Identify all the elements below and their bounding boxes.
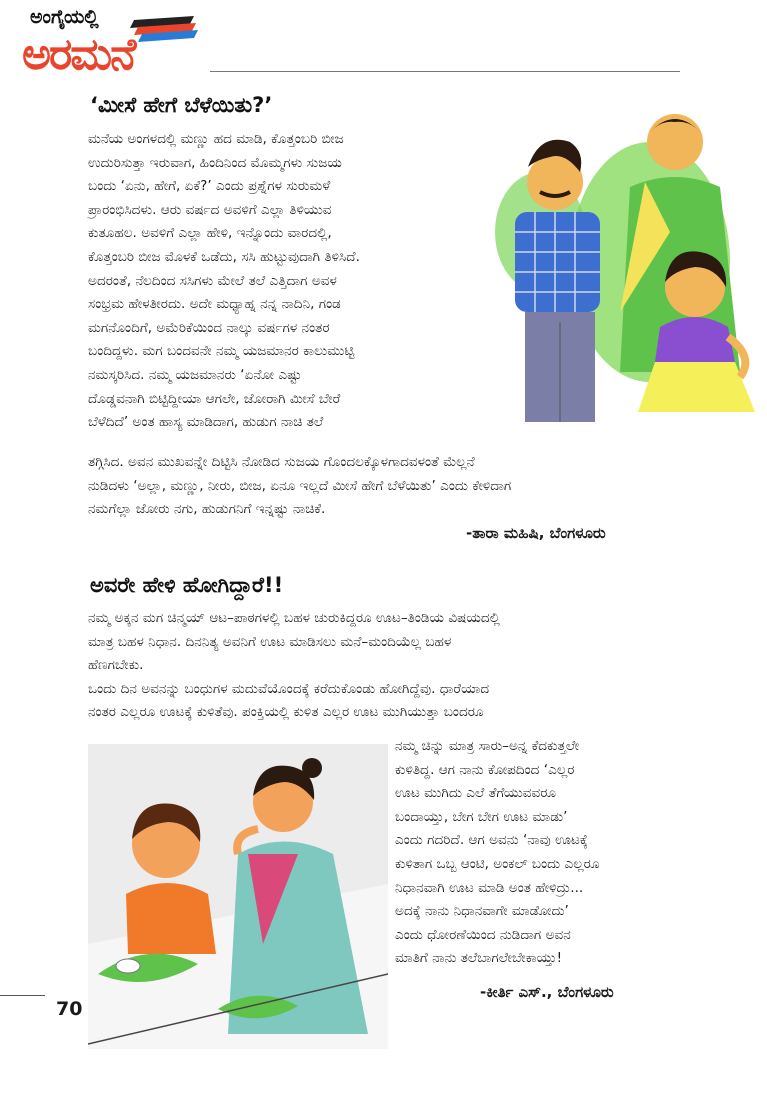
story1-line: ಪ್ರಾರಂಭಿಸಿದಳು. ಆರು ವರ್ಷದ ಅವಳಿಗೆ ಎಲ್ಲಾ ತಿಳಿಯುವ — [88, 201, 332, 218]
story2-line: ಒಂದು ದಿನ ಅವನನ್ನು ಬಂಧುಗಳ ಮದುವೆಯೊಂದಕ್ಕೆ ಕರೆದುಕೊಂಡು ಹೋಗಿದ್ದೆವು. ಧಾರೆಯಾದ — [88, 680, 490, 697]
story1-line: ಸಂಭ್ರಮ ಹೇಳತೀರದು. ಅದೇ ಮಧ್ಯಾಹ್ನ ನನ್ನ ನಾದಿನಿ, ಗಂಡ — [88, 296, 341, 313]
story1-body-wrapped — [88, 128, 488, 435]
story1-line: ಮಗನೊಂದಿಗೆ, ಅಮೆರಿಕೆಯಿಂದ ನಾಲ್ಕು ವರ್ಷಗಳ ನಂತರ — [88, 319, 330, 336]
story2-line: ಕುಳಿತಿದ್ದ. ಆಗ ನಾನು ಕೋಪದಿಂದ ‘ಎಲ್ಲರ — [395, 761, 575, 778]
page-number: 70 — [56, 998, 83, 1020]
logo-swoosh — [128, 14, 200, 48]
header-rule — [210, 71, 680, 72]
story2-line: ಹೆಣಗಬೇಕು. — [88, 657, 144, 674]
story1-line: ಅದರಂತೆ, ನೆಲದಿಂದ ಸಸಿಗಳು ಮೇಲೆ ತಲೆ ಎತ್ತಿದಾಗ ಅವಳ — [88, 272, 337, 289]
story2-line: ನಂತರ ಎಲ್ಲರೂ ಊಟಕ್ಕೆ ಕುಳಿತೆವು. ಪಂಕ್ತಿಯಲ್ಲಿ ಕುಳಿತ ಎಲ್ಲರ ಊಟ ಮುಗಿಯುತ್ತಾ ಬಂದರೂ — [88, 704, 484, 721]
story1-line: ನುಡಿದಳು ‘ಅಲ್ಲಾ, ಮಣ್ಣು, ನೀರು, ಬೀಜ, ಏನೂ ಇಲ್ಲದೆ ಮೀಸೆ ಹೇಗೆ ಬೆಳೆಯಿತು’ ಎಂದು ಕೇಳಿದಾಗ — [88, 477, 512, 494]
section-kicker: ಅಂಗೈಯಲ್ಲಿ — [30, 6, 99, 28]
magazine-logo: ಅರಮನೆ — [22, 29, 135, 80]
story2-body-wrapped — [395, 735, 680, 971]
story1-signature: -ತಾರಾ ಮಹಿಷಿ, ಬೆಂಗಳೂರು — [466, 524, 606, 542]
story2-line: ಮಾತಿಗೆ ನಾನು ತಲೆಬಾಗಲೇಬೇಕಾಯ್ತು! — [395, 950, 563, 967]
story2-line: ಮಾತ್ರ ಬಹಳ ನಿಧಾನ. ದಿನನಿತ್ಯ ಅವನಿಗೆ ಊಟ ಮಾಡಿಸಲು ಮನೆ–ಮಂದಿಯೆಲ್ಲ ಬಹಳ — [88, 633, 452, 650]
story1-line: ದೊಡ್ಡವನಾಗಿ ಬಿಟ್ಟಿದ್ದೀಯಾ ಆಗಲೇ, ಜೋರಾಗಿ ಮೀಸೆ ಬೇರೆ — [88, 390, 341, 407]
story2-signature: -ಕೀರ್ತಿ ಎಸ್., ಬೆಂಗಳೂರು — [480, 983, 614, 1001]
story1-line: ನಮಗೆಲ್ಲಾ ಜೋರು ನಗು, ಹುಡುಗನಿಗೆ ಇನ್ನಷ್ಟು ನಾಚಿಕೆ. — [88, 501, 326, 518]
story2-line: ಎಂದು ಗದರಿದೆ. ಆಗ ಅವನು ‘ನಾವು ಊಟಕ್ಕೆ — [395, 832, 588, 849]
story1-line: ಕುತೂಹಲ. ಅವಳಿಗೆ ಎಲ್ಲಾ ಹೇಳಿ, ಇನ್ನೊಂದು ವಾರದಲ್ಲಿ, — [88, 225, 332, 242]
story2-line: ಅದಕ್ಕೆ ನಾನು ನಿಧಾನವಾಗೇ ಮಾಡೋದು’ — [395, 903, 569, 920]
story1-body-full — [88, 451, 680, 522]
story1-line: ಬಂದಿದ್ದಳು. ಮಗ ಬಂದವನೇ ನಮ್ಮ ಯಜಮಾನರ ಕಾಲುಮುಟ್ಟಿ — [88, 343, 355, 360]
page-number-rule — [0, 995, 45, 996]
family-illustration — [470, 112, 767, 436]
story2-line: ಊಟ ಮುಗಿದು ಎಲೆ ತೆಗೆಯುವವರೂ — [395, 785, 557, 802]
story2-line: ಬಂದಾಯ್ತು, ಬೇಗ ಬೇಗ ಊಟ ಮಾಡು’ — [395, 808, 568, 825]
story2-body-full — [88, 607, 680, 725]
story2-line: ನಮ್ಮ ಅಕ್ಕನ ಮಗ ಚಿನ್ಮಯ್ ಆಟ–ಪಾಠಗಳಲ್ಲಿ ಬಹಳ ಚುರುಕಿದ್ದರೂ ಊಟ–ತಿಂಡಿಯ ವಿಷಯದಲ್ಲಿ — [88, 610, 500, 626]
story2-line: ನಿಧಾನವಾಗಿ ಊಟ ಮಾಡಿ ಅಂತ ಹೇಳಿದ್ರು... — [395, 879, 584, 896]
story2-line: ಕುಳಿತಾಗ ಒಬ್ಬ ಆಂಟಿ, ಅಂಕಲ್ ಬಂದು ಎಲ್ಲರೂ — [395, 855, 600, 872]
story1-line: ನಮಸ್ಕರಿಸಿದ. ನಮ್ಮ ಯಜಮಾನರು ‘ಏನೋ ಎಷ್ಟು — [88, 366, 302, 383]
meal-illustration — [88, 744, 388, 1053]
story1-line: ಉದುರಿಸುತ್ತಾ ಇರುವಾಗ, ಹಿಂದಿನಿಂದ ಮೊಮ್ಮಗಳು ಸುಜಯ — [88, 154, 342, 171]
story1-line: ಬೆಳೆದಿದೆ’ ಅಂತ ಹಾಸ್ಯ ಮಾಡಿದಾಗ, ಹುಡುಗ ನಾಚಿ ತಲೆ — [88, 414, 324, 431]
story1-line: ಬಂದು ‘ಏನು, ಹೇಗೆ, ಏಕೆ?’ ಎಂದು ಪ್ರಶ್ನೆಗಳ ಸುರುಮಳೆ — [88, 178, 331, 195]
story1-title: ‘ಮೀಸೆ ಹೇಗೆ ಬೆಳೆಯಿತು?’ — [90, 93, 273, 117]
story2-line: ಎಂದು ಧೋರಣೆಯಿಂದ ನುಡಿದಾಗ ಅವನ — [395, 926, 571, 943]
story1-line: ಮನೆಯ ಅಂಗಳದಲ್ಲಿ ಮಣ್ಣು ಹದ ಮಾಡಿ, ಕೊತ್ತಂಬರಿ ಬೀಜ — [88, 131, 344, 147]
story1-line: ತಗ್ಗಿಸಿದ. ಅವನ ಮುಖವನ್ನೇ ದಿಟ್ಟಿಸಿ ನೋಡಿದ ಸುಜಯ ಗೊಂದಲಕ್ಕೊಳಗಾದವಳಂತೆ ಮೆಲ್ಲನೆ — [88, 454, 475, 470]
story1-line: ಕೊತ್ತಂಬರಿ ಬೀಜ ಮೊಳಕೆ ಒಡೆದು, ಸಸಿ ಹುಟ್ಟುವುದಾಗಿ ತಿಳಿಸಿದೆ. — [88, 248, 360, 265]
story2-line: ನಮ್ಮ ಚಿನ್ನು ಮಾತ್ರ ಸಾರು–ಅನ್ನ ಕೆದಕುತ್ತಲೇ — [395, 738, 580, 754]
story2-title: ಅವರೇ ಹೇಳಿ ಹೋಗಿದ್ದಾರೆ!! — [90, 573, 284, 597]
